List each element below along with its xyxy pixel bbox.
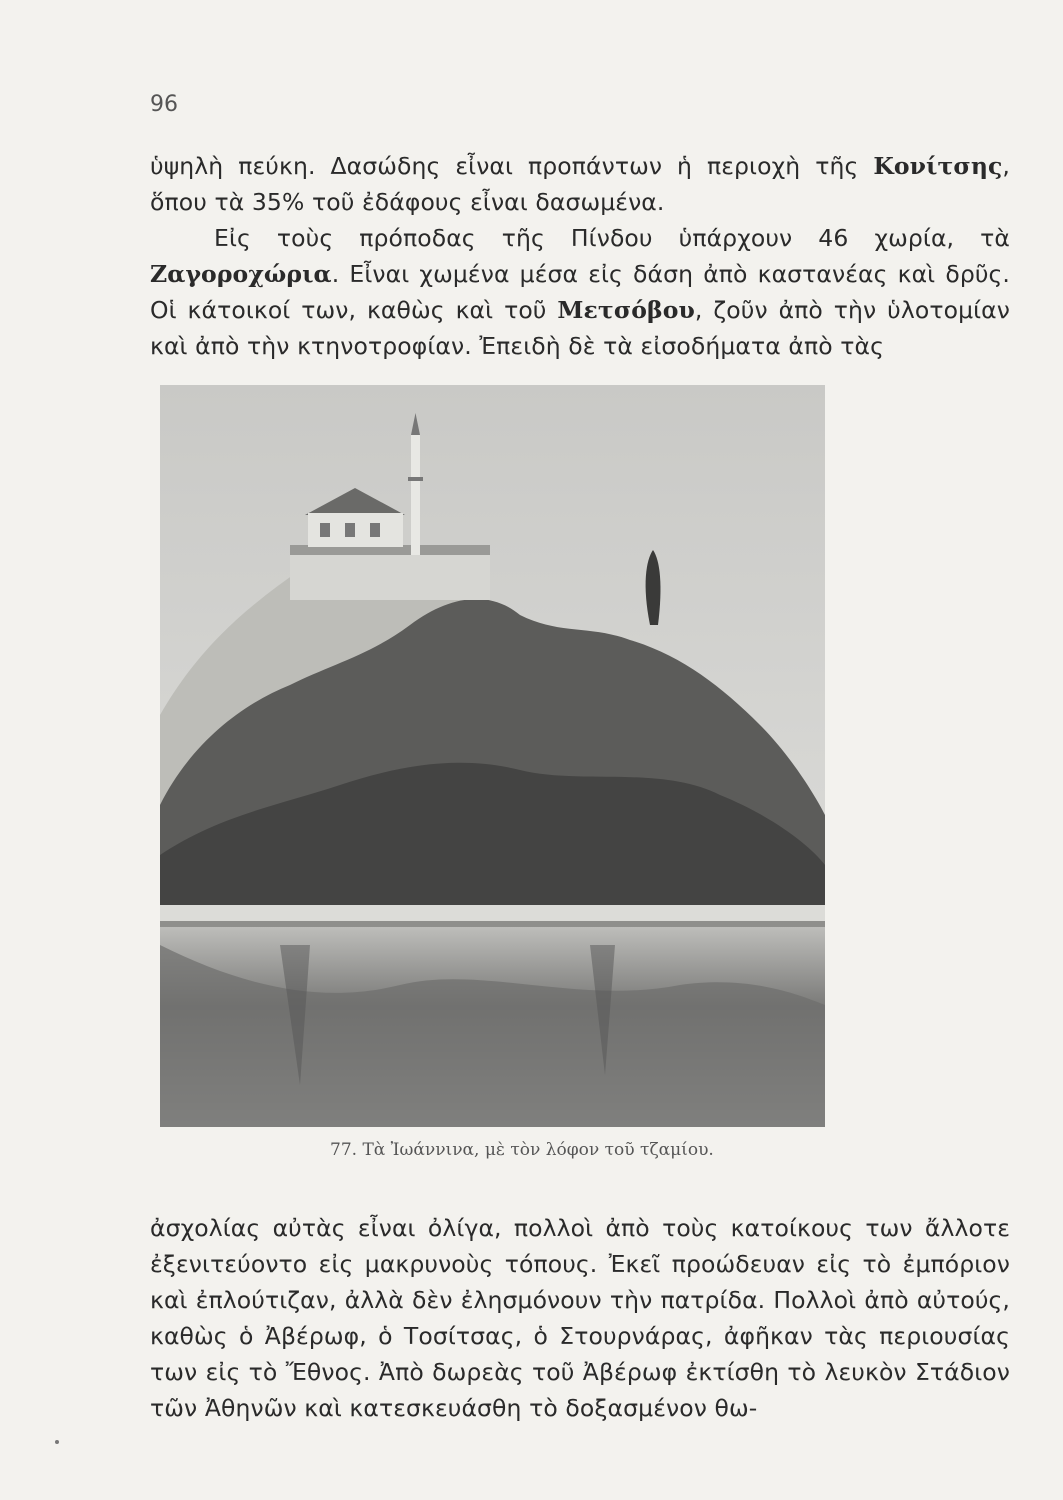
text-run: , ὅπου τὰ 35% τοῦ ἐδάφους εἶναι δασωμένα. bbox=[150, 152, 1010, 216]
paragraph-1 bbox=[150, 148, 1010, 220]
bottom-text-block bbox=[150, 1210, 1010, 1426]
text-run: . Εἶναι χωμένα μέσα εἰς δάση ἀπὸ καστανέας καὶ δρῦς. Οἱ κάτοικοί των, καθὼς καὶ τοῦ bbox=[150, 260, 1010, 324]
text-run: Εἰς τοὺς πρόποδας τῆς Πίνδου ὑπάρχουν 46 χωρία, τὰ bbox=[214, 224, 1010, 252]
ioannina-hill-mosque-photo bbox=[160, 385, 825, 1127]
figure-photo bbox=[160, 385, 825, 1127]
paragraph-3: ἀσχολίας αὐτὰς εἶναι ὀλίγα, πολλοὶ ἀπὸ τοὺς κατοίκους των ἄλλοτε ἐξενιτεύοντο εἰς μακρυνοὺς τόπους. Ἐκεῖ προώδευαν εἰς τὸ ἐμπόριον καὶ ἐπλούτιζαν, ἀλλὰ δὲν ἐλησμόνουν τὴν πατρίδα. Πολλοὶ ἀπὸ αὐτούς, καθὼς ὁ Ἀβέρωφ, ὁ Τοσίτσας, ὁ Στουρνάρας, ἀφῆκαν τὰς περιουσίας των εἰς τὸ Ἔθνος. Ἀπὸ δωρεὰς τοῦ Ἀβέρωφ ἐκτίσθη τὸ λευκὸν Στάδιον τῶν Ἀθηνῶν καὶ κατεσκευάσθη τὸ δοξασμένον θω- bbox=[150, 1214, 1010, 1422]
text-run: , ζοῦν ἀπὸ τὴν ὑλοτομίαν καὶ ἀπὸ τὴν κτηνοτροφίαν. Ἐπειδὴ δὲ τὰ εἰσοδήματα ἀπὸ τὰς bbox=[150, 296, 1010, 360]
paragraph-2 bbox=[150, 220, 1010, 364]
bold-place-konitsa: Κονίτσης bbox=[873, 152, 1003, 180]
page-number: 96 bbox=[150, 92, 178, 117]
print-speck bbox=[55, 1440, 59, 1444]
text-run: ὑψηλὴ πεύκη. Δασώδης εἶναι προπάντων ἡ περιοχὴ τῆς bbox=[150, 152, 874, 180]
figure-caption: 77. Τὰ Ἰωάννινα, μὲ τὸν λόφον τοῦ τζαμίου. bbox=[330, 1140, 714, 1160]
bold-place-metsovo: Μετσόβου bbox=[557, 296, 695, 324]
top-text-block bbox=[150, 148, 1010, 364]
bold-place-zagorochoria: Ζαγοροχώρια bbox=[150, 260, 332, 288]
